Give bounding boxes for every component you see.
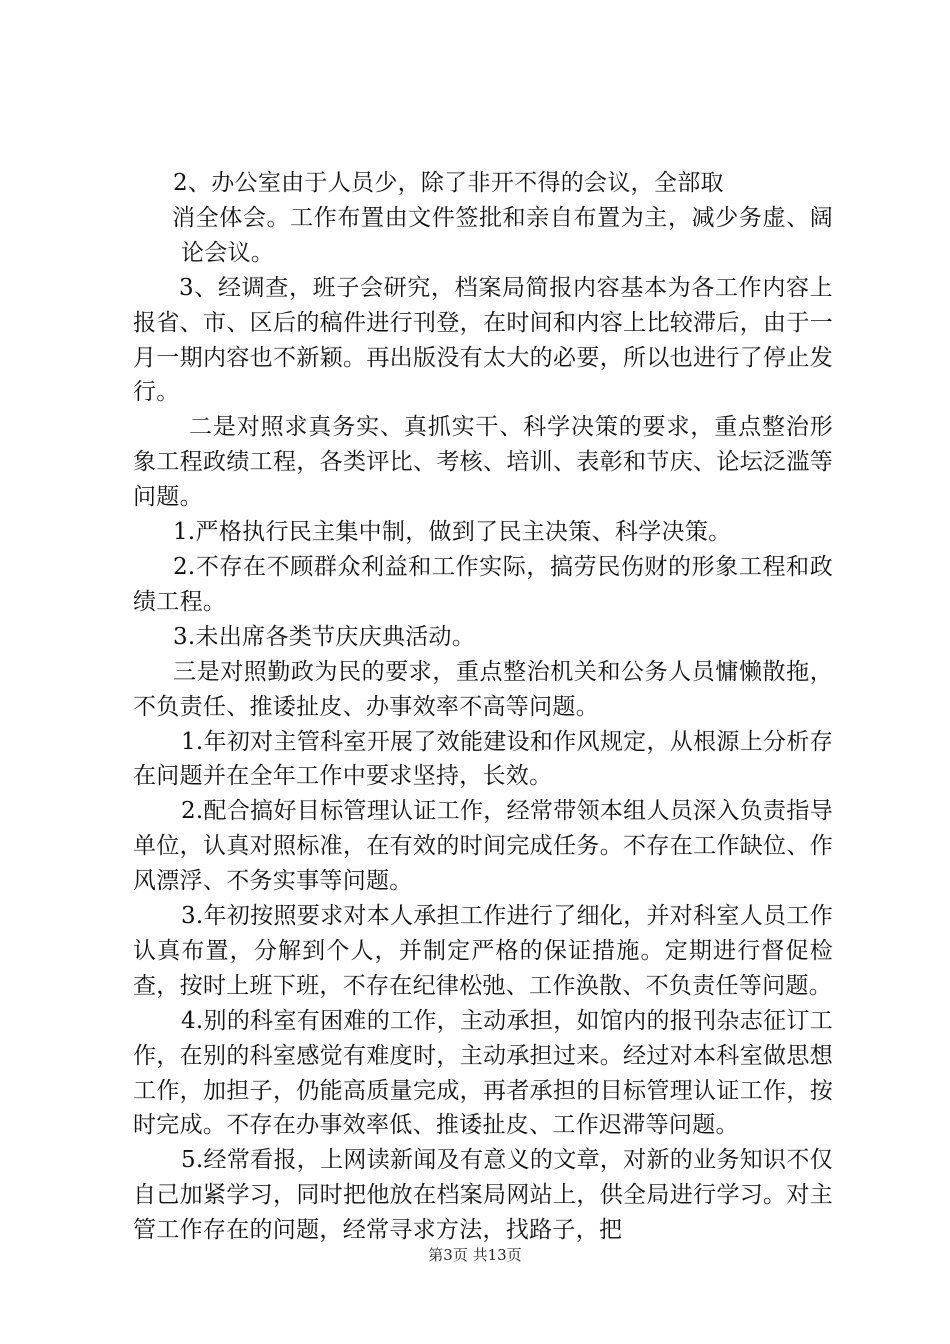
- paragraph-9: 1.年初对主管科室开展了效能建设和作风规定，从根源上分析存在问题并在全年工作中要求坚持，长效。: [133, 728, 833, 790]
- paragraph-5: 1.严格执行民主集中制，做到了民主决策、科学决策。: [173, 519, 732, 546]
- page-footer: 第3页 共13页: [428, 1246, 522, 1264]
- paragraph-4: 二是对照求真务实、真抓实干、科学决策的要求，重点整治形象工程政绩工程，各类评比、考核、培训、表彰和节庆、论坛泛滥等问题。: [133, 414, 833, 511]
- paragraph-2: 消全体会。工作布置由文件签批和亲自布置为主，减少务虚、阔论会议。: [172, 204, 833, 266]
- paragraph-12: 4.别的科室有困难的工作，主动承担，如馆内的报刊杂志征订工作，在别的科室感觉有难度时，主动承担过来。经过对本科室做思想工作，加担子，仍能高质量完成，再者承担的目标管理认证工作，按时完成。不存在办事效率低、推诿扯皮、工作迟滞等问题。: [133, 1007, 833, 1139]
- paragraph-13: 5.经常看报，上网读新闻及有意义的文章，对新的业务知识不仅自己加紧学习，同时把他放在档案局网站上，供全局进行学习。对主管工作存在的问题，经常寻求方法，找路子，把: [133, 1147, 833, 1244]
- paragraph-11: 3.年初按照要求对本人承担工作进行了细化，并对科室人员工作认真布置，分解到个人，并制定严格的保证措施。定期进行督促检查，按时上班下班，不存在纪律松弛、工作涣散、不负责任等问题。: [133, 903, 833, 999]
- paragraph-7: 3.未出席各类节庆庆典活动。: [173, 623, 476, 650]
- paragraph-10: 2.配合搞好目标管理认证工作，经常带领本组人员深入负责指导单位，认真对照标准，在有效的时间完成任务。不存在工作缺位、作风漂浮、不务实事等问题。: [133, 798, 833, 895]
- paragraph-1: 2、办公室由于人员少，除了非开不得的会议，全部取: [173, 170, 724, 196]
- paragraph-6: 2.不存在不顾群众利益和工作实际，搞劳民伤财的形象工程和政绩工程。: [133, 553, 833, 615]
- paragraph-8: 三是对照勤政为民的要求，重点整治机关和公务人员慵懒散拖，不负责任、推诿扯皮、办事效率不高等问题。: [133, 658, 833, 720]
- paragraph-3: 3、经调查，班子会研究，档案局简报内容基本为各工作内容上报省、市、区后的稿件进行刊登，在时间和内容上比较滞后，由于一月一期内容也不新颖。再出版没有太大的必要，所以也进行了停止发行。: [133, 274, 833, 406]
- document-body: [133, 166, 833, 1248]
